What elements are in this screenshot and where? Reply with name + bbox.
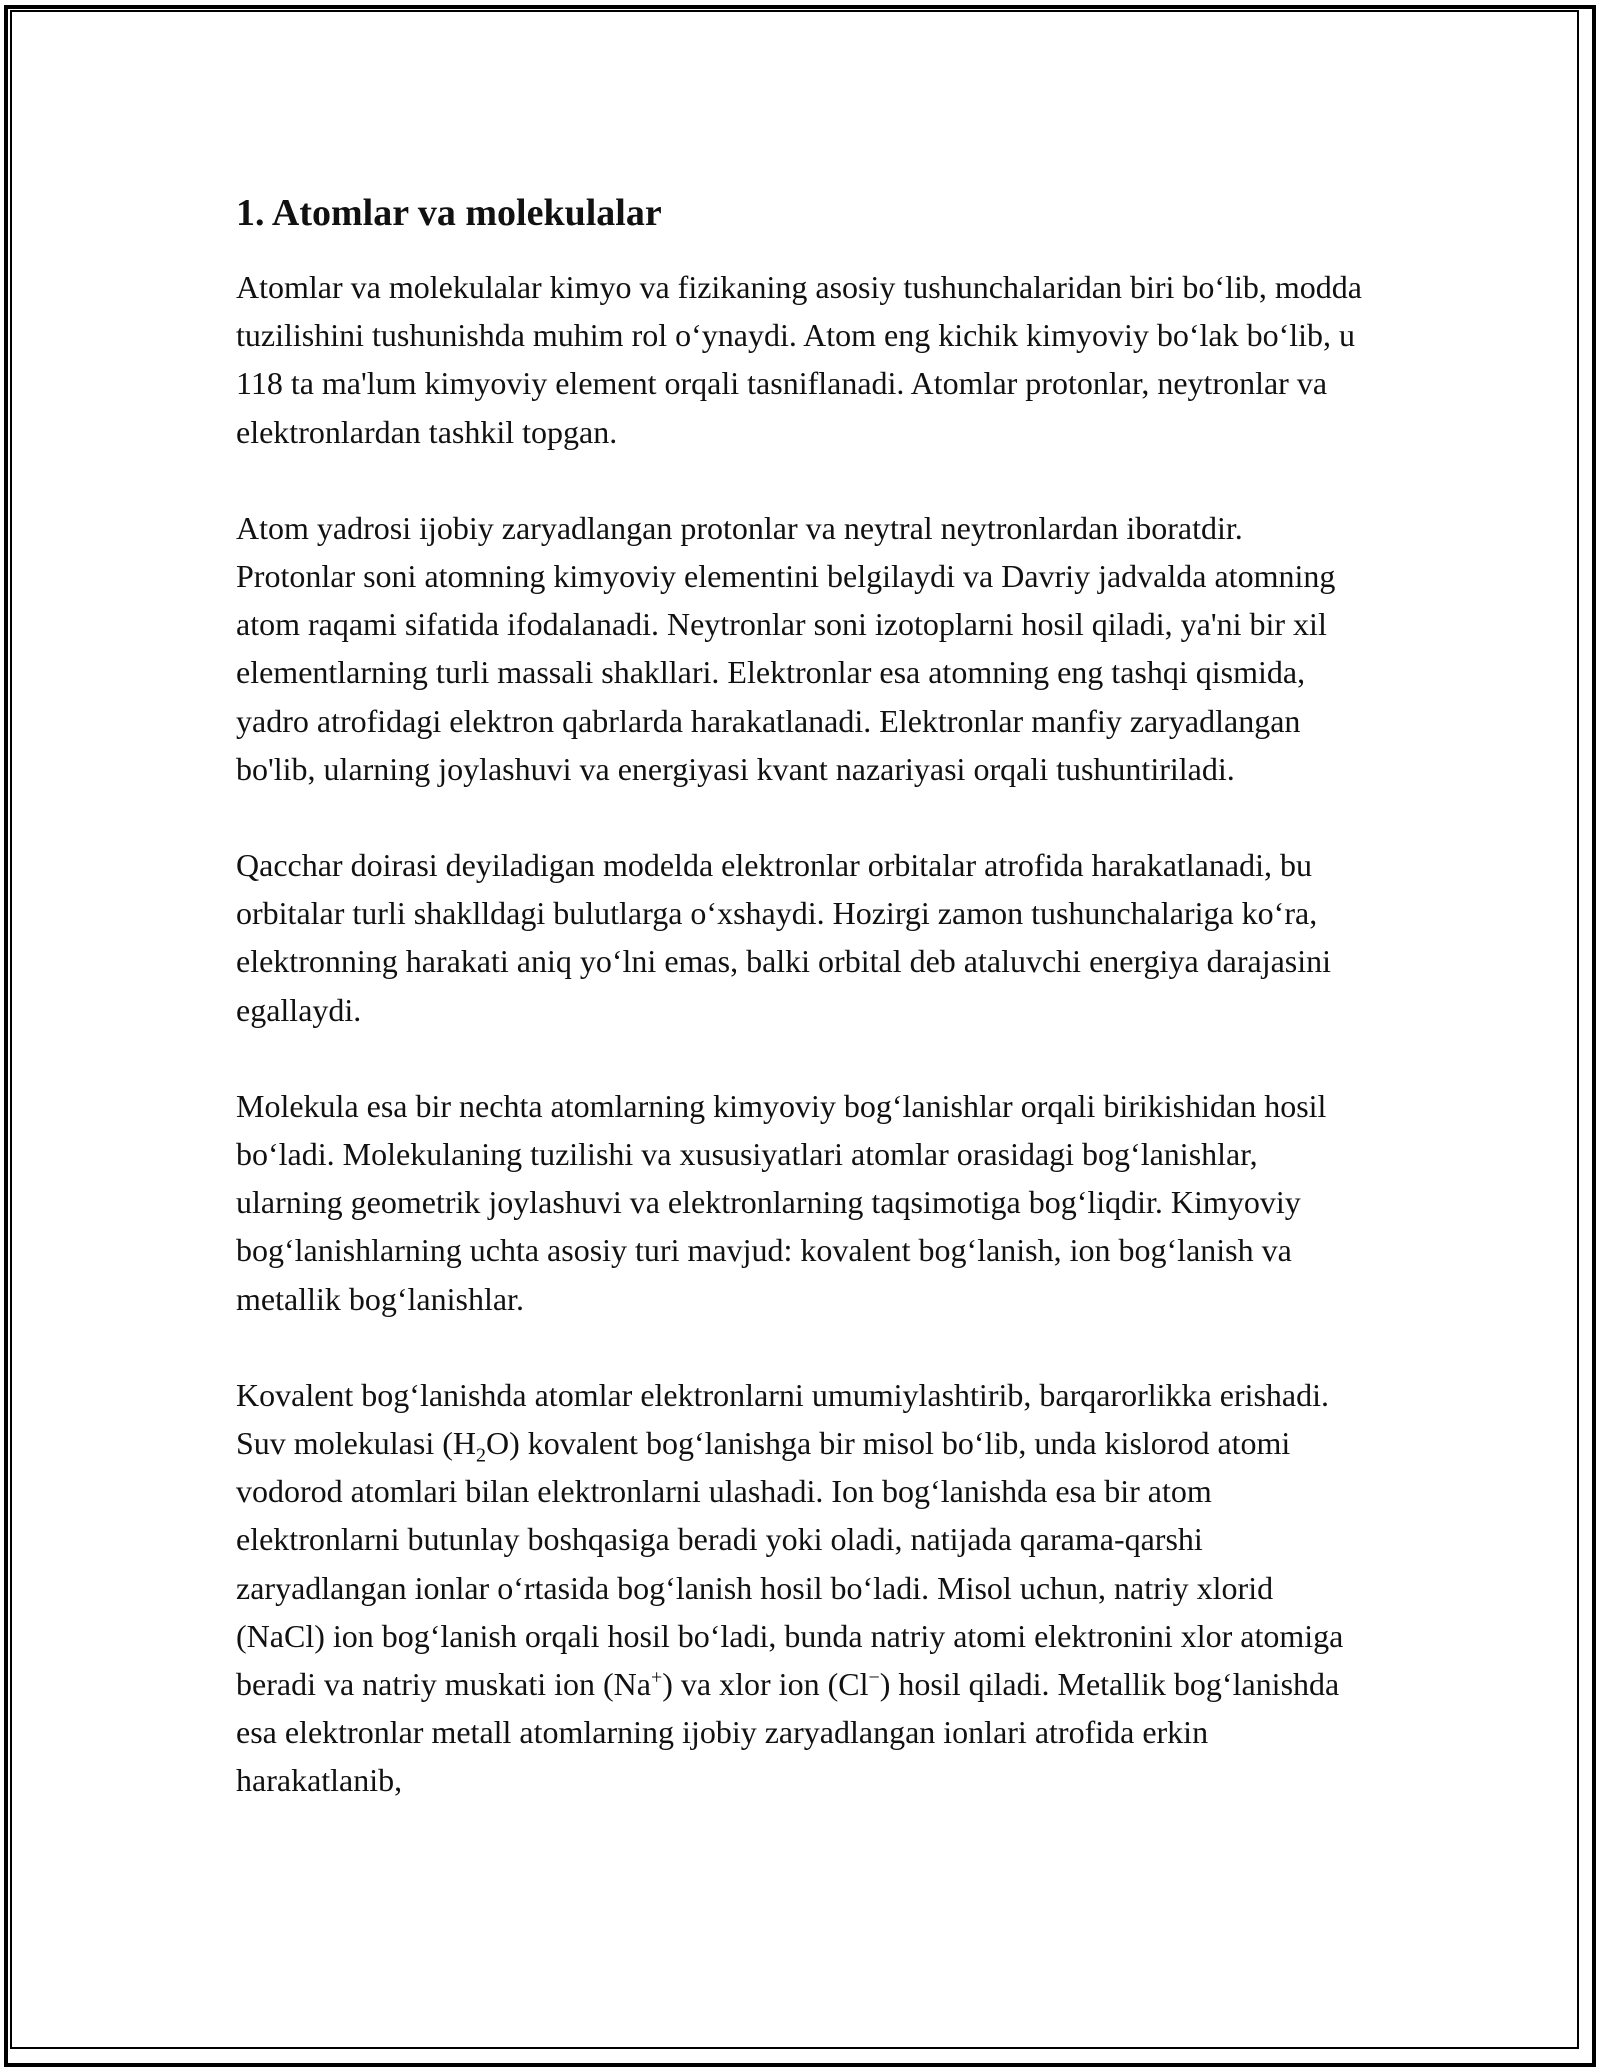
subscript-2: 2 (475, 1444, 486, 1467)
paragraph-5-text-4: ) hosil qiladi. Metallik bog‘lanishda esa elektronlar metall atomlarning ijobiy zaryadlangan ionlari atrofida erkin harakatlanib, (236, 1666, 1340, 1799)
paragraph-1: Atomlar va molekulalar kimyo va fizikaning asosiy tushunchalaridan biri bo‘lib, modda tuzilishini tushunishda muhim rol o‘ynaydi. Atom eng kichik kimyoviy bo‘lak bo‘lib, u 118 ta ma'lum kimyoviy element orqali tasniflanadi. Atomlar protonlar, neytronlar va elektronlardan tashkil topgan. (236, 269, 1362, 450)
paragraph-5-text-2: O) kovalent bog‘lanishga bir misol bo‘lib, unda kislorod atomi vodorod atomlari bilan elektronlarni ulashadi. Ion bog‘lanishda esa bir atom elektronlarni butunlay boshqasiga beradi yoki oladi, natijada qarama-qarshi zaryadlangan ionlar o‘rtasida bog‘lanish hosil bo‘ladi. Misol uchun, natriy xlorid (NaCl) ion bog‘lanish orqali hosil bo‘ladi, bunda natriy atomi elektronini xlor atomiga beradi va natriy muskati ion (Na (236, 1425, 1344, 1703)
paragraph-5-text-1: Kovalent bog‘lanishda atomlar elektronlarni umumiylashtirib, barqarorlikka erishadi. Suv molekulasi (H (236, 1376, 1330, 1462)
section-heading: 1. Atomlar va molekulalar (236, 192, 662, 234)
paragraph-5 (236, 1371, 1366, 1805)
paragraph-2: Atom yadrosi ijobiy zaryadlangan protonlar va neytral neytronlardan iboratdir. Protonlar soni atomning kimyoviy elementini belgilaydi va Davriy jadvalda atomning atom raqami sifatida ifodalanadi. Neytronlar soni izotoplarni hosil qiladi, ya'ni bir xil elementlarning turli massali shakllari. Elektronlar esa atomning eng tashqi qismida, yadro atrofidagi elektron qabrlarda harakatlanadi. Elektronlar manfiy zaryadlangan bo'lib, ularning joylashuvi va energiyasi kvant nazariyasi orqali tushuntiriladi. (236, 509, 1336, 787)
paragraph-5-text-3: ) va xlor ion (Cl (662, 1666, 869, 1703)
paragraph-3: Qacchar doirasi deyiladigan modelda elektronlar orbitalar atrofida harakatlanadi, bu orbitalar turli shaklldagi bulutlarga o‘xshaydi. Hozirgi zamon tushunchalariga ko‘ra, elektronning harakati aniq yo‘lni emas, balki orbital deb ataluvchi energiya darajasini egallaydi. (236, 847, 1332, 1028)
document-body (236, 185, 1366, 1853)
superscript-minus: − (868, 1666, 880, 1689)
superscript-plus: + (650, 1666, 663, 1689)
paragraph-4: Molekula esa bir nechta atomlarning kimyoviy bog‘lanishlar orqali birikishidan hosil bo‘ladi. Molekulaning tuzilishi va xususiyatlari atomlar orasidagi bog‘lanishlar, ularning geometrik joylashuvi va elektronlarning taqsimotiga bog‘liqdir. Kimyoviy bog‘lanishlarning uchta asosiy turi mavjud: kovalent bog‘lanish, ion bog‘lanish va metallik bog‘lanishlar. (236, 1087, 1327, 1317)
